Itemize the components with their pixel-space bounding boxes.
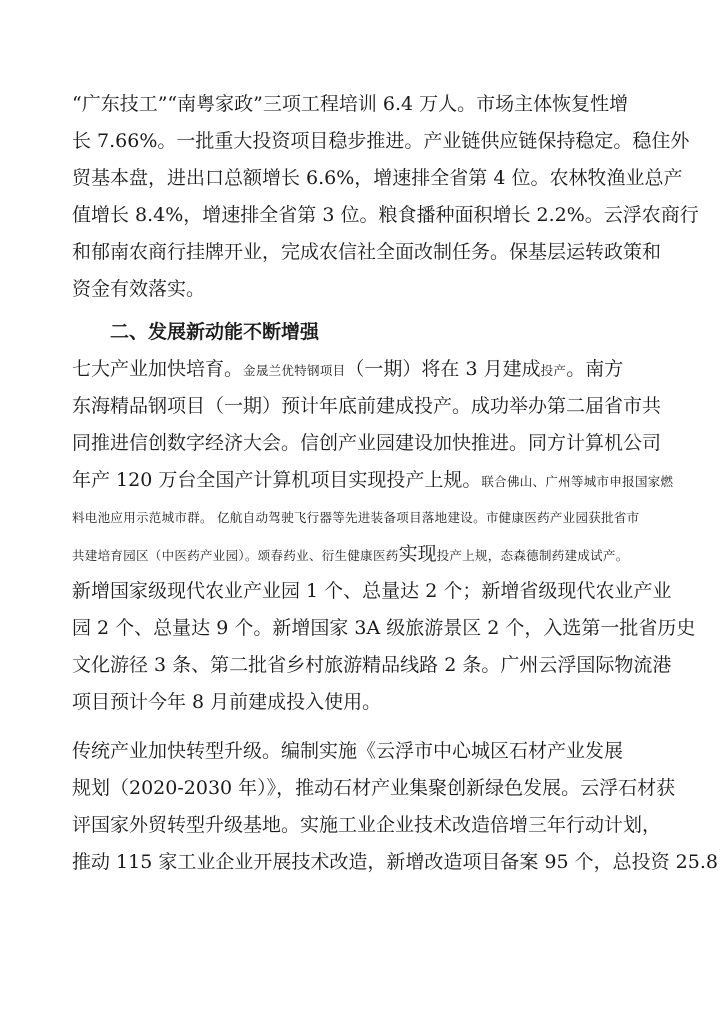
text-line: 文化游径 3 条、第二批省乡村旅游精品线路 2 条。广州云浮国际物流港 xyxy=(72,654,672,676)
text-run-small: 金晟兰优特钢项目 xyxy=(243,363,346,378)
text-line: 园 2 个、总量达 9 个。新增国家 3A 级旅游景区 2 个，入选第一批省历史 xyxy=(72,617,696,639)
text-line: 长 7.66%。一批重大投资项目稳步推进。产业链供应链保持稳定。稳住外 xyxy=(72,130,690,152)
text-line: 东海精品钢项目（一期）预计年底前建成投产。成功举办第二届省市共 xyxy=(72,395,662,417)
text-run: 年产 120 万台全国产计算机项目实现投产上规。 xyxy=(72,469,482,491)
text-line: 同推进信创数字经济大会。信创产业园建设加快推进。同方计算机公司 xyxy=(72,432,662,454)
text-run-small: 投产 xyxy=(540,363,567,378)
text-line: 推动 115 家工业企业开展技术改造，新增改造项目备案 95 个，总投资 25.8 xyxy=(72,851,718,873)
paragraph-seven-industries xyxy=(72,351,696,721)
text-line: 新增国家级现代农业产业园 1 个、总量达 2 个；新增省级现代农业产业 xyxy=(72,580,672,602)
text-line: 值增长 8.4%，增速排全省第 3 位。粮食播种面积增长 2.2%。云浮农商行 xyxy=(72,204,699,226)
text-line: 和郁南农商行挂牌开业，完成农信社全面改制任务。保基层运转政策和 xyxy=(72,241,662,263)
text-run-small: 共建培育园区（中医药产业园）。颂春药业、衍生健康医药 xyxy=(72,548,399,563)
paragraph-traditional-industries xyxy=(72,733,718,881)
text-run-small: 联合佛山、广州等城市申报国家燃 xyxy=(481,474,674,489)
text-line: 项目预计今年 8 月前建成投入使用。 xyxy=(72,691,382,713)
text-line: 贸基本盘，进出口总额增长 6.6%，增速排全省第 4 位。农林牧渔业总产 xyxy=(72,167,683,189)
text-run-small: 投产上规，态森德制药建成试产。 xyxy=(436,548,629,563)
paragraph-economy-recovery xyxy=(72,86,699,308)
text-line xyxy=(72,536,652,573)
text-line: 传统产业加快转型升级。编制实施《云浮市中心城区石材产业发展 xyxy=(72,740,624,762)
text-line-small: 料电池应用示范城市群。 亿航自动驾驶飞行器等先进装备项目落地建设。市健康医药产业园获批省市 xyxy=(72,510,640,525)
text-run: 。南方 xyxy=(566,358,624,380)
text-line: 资金有效落实。 xyxy=(72,278,206,300)
text-line: “广东技工”“南粤家政”三项工程培训 6.4 万人。市场主体恢复性增 xyxy=(72,93,629,115)
text-line: 规划（2020-2030 年）》，推动石材产业集聚创新绿色发展。云浮石材获 xyxy=(72,777,676,799)
text-run: （一期）将在 3 月建成 xyxy=(345,358,541,380)
text-run: 实现 xyxy=(398,543,437,565)
text-line xyxy=(72,462,674,499)
text-run: 七大产业加快培育。 xyxy=(72,358,244,380)
text-line xyxy=(72,351,652,388)
section-heading: 二、发展新动能不断增强 xyxy=(110,321,320,343)
text-line: 评国家外贸转型升级基地。实施工业企业技术改造倍增三年行动计划， xyxy=(72,814,662,836)
